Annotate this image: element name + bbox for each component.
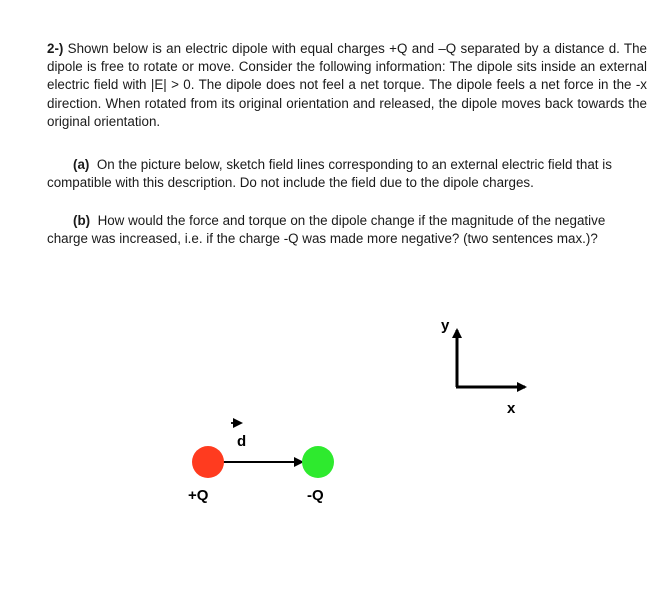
negative-charge-label: -Q — [307, 487, 324, 504]
positive-charge — [192, 446, 224, 478]
positive-charge-label: +Q — [188, 487, 209, 504]
problem-intro: Shown below is an electric dipole with equal charges +Q and –Q separated by a distance d. The dipole is free to rotate or move. Consider the following information: The dipole sits inside an external electric field with |E| > 0. The dipole does not feel a net torque. The dipole feels a net force in the -x direction. When rotated from its original orientation and released, the dipole moves back towards the original orientation. — [47, 41, 647, 129]
y-axis-label: y — [441, 317, 450, 334]
dipole — [188, 423, 334, 504]
coordinate-axes — [441, 317, 525, 417]
negative-charge — [302, 446, 334, 478]
d-vector-label: d — [237, 433, 247, 450]
part-b-label: (b) — [73, 213, 91, 228]
part-b-text: How would the force and torque on the dipole change if the magnitude of the negative charge was increased, i.e. if the charge -Q was made more negative? (two sentences max.)? — [47, 213, 606, 247]
problem-number: 2-) — [47, 41, 64, 56]
part-a-label: (a) — [73, 157, 90, 172]
part-a-text: On the picture below, sketch field lines corresponding to an external electric field that is compatible with this description. Do not include the field due to the dipole charges. — [47, 157, 612, 191]
x-axis-label: x — [507, 400, 516, 417]
